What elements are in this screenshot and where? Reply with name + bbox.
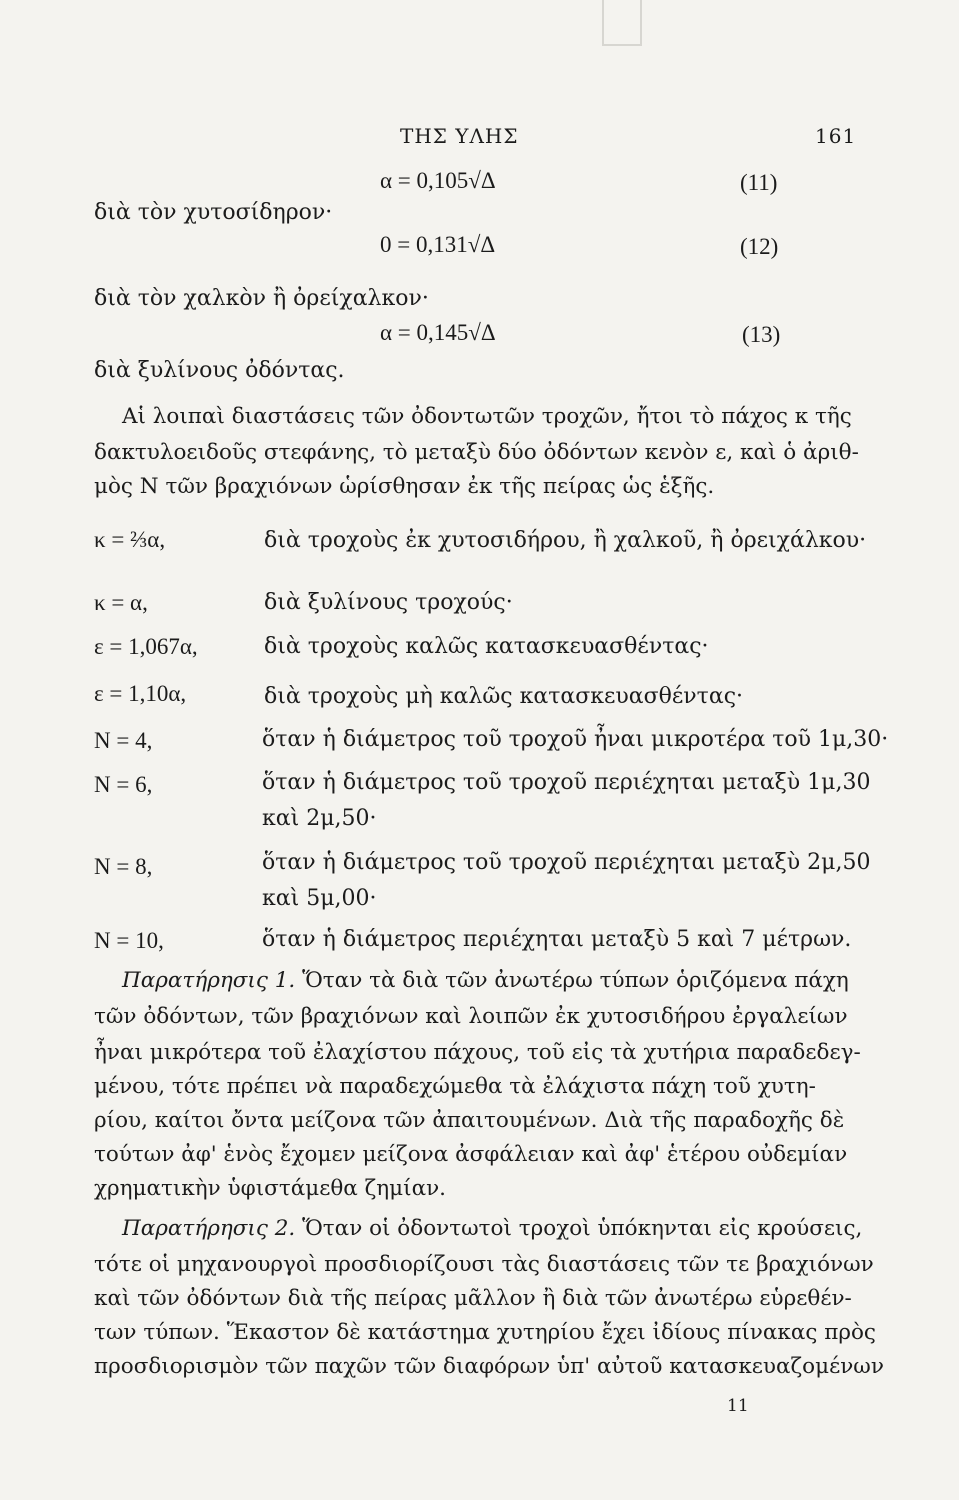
- rule-lhs-4: ε = 1,10α,: [94, 681, 187, 706]
- rule-lhs-8: N = 10,: [94, 928, 164, 953]
- remark-1-label: Παρατήρησις 1.: [122, 968, 296, 993]
- bleed-through-mark: [602, 0, 642, 46]
- remark-1-line-1: Ὅταν τὰ διὰ τῶν ἀνωτέρω τύπων ὁριζόμενα πάχη: [302, 968, 849, 993]
- remark-1-line-3: ἦναι μικρότερα τοῦ ἐλαχίστου πάχους, τοῦ εἰς τὰ χυτήρια παραδεδεγ-: [94, 1040, 861, 1065]
- rule-lhs-5: N = 4,: [94, 728, 153, 753]
- formula-desc-11: διὰ τὸν χυτοσίδηρον·: [94, 200, 333, 225]
- rule-rhs-6b: καὶ 2μ,50·: [262, 806, 377, 831]
- remark-2-line-4: των τύπων. Ἕκαστον δὲ κατάστημα χυτηρίου ἔχει ἰδίους πίνακας πρὸς: [94, 1320, 876, 1345]
- remark-2-line-5: προσδιορισμὸν τῶν παχῶν τῶν διαφόρων ὑπ' αὐτοῦ κατασκευαζομένων: [94, 1354, 884, 1379]
- rule-rhs-8: ὅταν ἡ διάμετρος περιέχηται μεταξὺ 5 καὶ 7 μέτρων.: [262, 927, 852, 952]
- remark-1-line-5: ρίου, καίτοι ὄντα μείζονα τῶν ἀπαιτουμένων. Διὰ τῆς παραδοχῆς δὲ: [94, 1108, 845, 1133]
- remark-2-line-2: τότε οἱ μηχανουργοὶ προσδιορίζουσι τὰς διαστάσεις τῶν τε βραχιόνων: [94, 1252, 874, 1277]
- rule-rhs-6a: ὅταν ἡ διάμετρος τοῦ τροχοῦ περιέχηται μεταξὺ 1μ,30: [262, 770, 871, 795]
- formula-eq-12: 0 = 0,131√Δ: [380, 232, 496, 257]
- signature-mark: 11: [727, 1396, 749, 1416]
- remark-1-line-6: τούτων ἀφ' ἑνὸς ἔχομεν μείζονα ἀσφάλειαν καὶ ἀφ' ἑτέρου οὐδεμίαν: [94, 1142, 848, 1167]
- remark-1-first-line: [122, 968, 849, 993]
- formula-number-13: (13): [742, 322, 781, 347]
- rule-lhs-3: ε = 1,067α,: [94, 634, 198, 659]
- remark-1-line-7: χρηματικὴν ὑφιστάμεθα ζημίαν.: [94, 1176, 446, 1201]
- remark-2-line-1: Ὅταν οἱ ὀδοντωτοὶ τροχοὶ ὑπόκηνται εἰς κρούσεις,: [302, 1216, 863, 1241]
- remark-1-line-4: μένου, τότε πρέπει νὰ παραδεχώμεθα τὰ ἐλάχιστα πάχη τοῦ χυτη-: [94, 1074, 816, 1099]
- rule-rhs-7b: καὶ 5μ,00·: [262, 886, 377, 911]
- rule-lhs-1: κ = ⅔α,: [94, 527, 166, 552]
- formula-desc-13: διὰ ξυλίνους ὀδόντας.: [94, 358, 345, 383]
- rule-rhs-1: διὰ τροχοὺς ἐκ χυτοσιδήρου, ἢ χαλκοῦ, ἢ ὀρειχάλκου·: [264, 528, 867, 553]
- formula-eq-11: α = 0,105√Δ: [380, 168, 496, 193]
- intro-line-1: Αἱ λοιπαὶ διαστάσεις τῶν ὀδοντωτῶν τροχῶν, ἤτοι τὸ πάχος κ τῆς: [122, 404, 852, 429]
- remark-2-line-3: καὶ τῶν ὀδόντων διὰ τῆς πείρας μᾶλλον ἢ διὰ τῶν ἀνωτέρω εὑρεθέν-: [94, 1286, 852, 1311]
- intro-line-3: μὸς Ν τῶν βραχιόνων ὡρίσθησαν ἐκ τῆς πείρας ὡς ἑξῆς.: [94, 474, 715, 499]
- remark-2-first-line: [122, 1216, 862, 1241]
- formula-eq-13: α = 0,145√Δ: [380, 320, 496, 345]
- rule-rhs-5: ὅταν ἡ διάμετρος τοῦ τροχοῦ ἦναι μικροτέρα τοῦ 1μ,30·: [262, 727, 889, 752]
- rule-lhs-6: N = 6,: [94, 772, 153, 797]
- rule-rhs-2: διὰ ξυλίνους τροχούς·: [264, 590, 513, 615]
- remark-2-label: Παρατήρησις 2.: [122, 1216, 296, 1241]
- rule-rhs-7a: ὅταν ἡ διάμετρος τοῦ τροχοῦ περιέχηται μεταξὺ 2μ,50: [262, 850, 871, 875]
- rule-rhs-3: διὰ τροχοὺς καλῶς κατασκευασθέντας·: [264, 634, 709, 659]
- intro-line-2: δακτυλοειδοῦς στεφάνης, τὸ μεταξὺ δύο ὀδόντων κενὸν ε, καὶ ὁ ἀριθ-: [94, 440, 859, 465]
- formula-number-12: (12): [740, 234, 779, 259]
- formula-desc-12: διὰ τὸν χαλκὸν ἢ ὀρείχαλκον·: [94, 286, 429, 311]
- running-head: ΤΗΣ ΥΛΗΣ: [400, 124, 519, 148]
- rule-lhs-7: N = 8,: [94, 854, 153, 879]
- formula-number-11: (11): [740, 170, 778, 195]
- page-number: 161: [815, 124, 857, 148]
- rule-lhs-2: κ = α,: [94, 590, 148, 615]
- rule-rhs-4: διὰ τροχοὺς μὴ καλῶς κατασκευασθέντας·: [264, 684, 744, 709]
- remark-1-line-2: τῶν ὀδόντων, τῶν βραχιόνων καὶ λοιπῶν ἐκ χυτοσιδήρου ἐργαλείων: [94, 1004, 848, 1029]
